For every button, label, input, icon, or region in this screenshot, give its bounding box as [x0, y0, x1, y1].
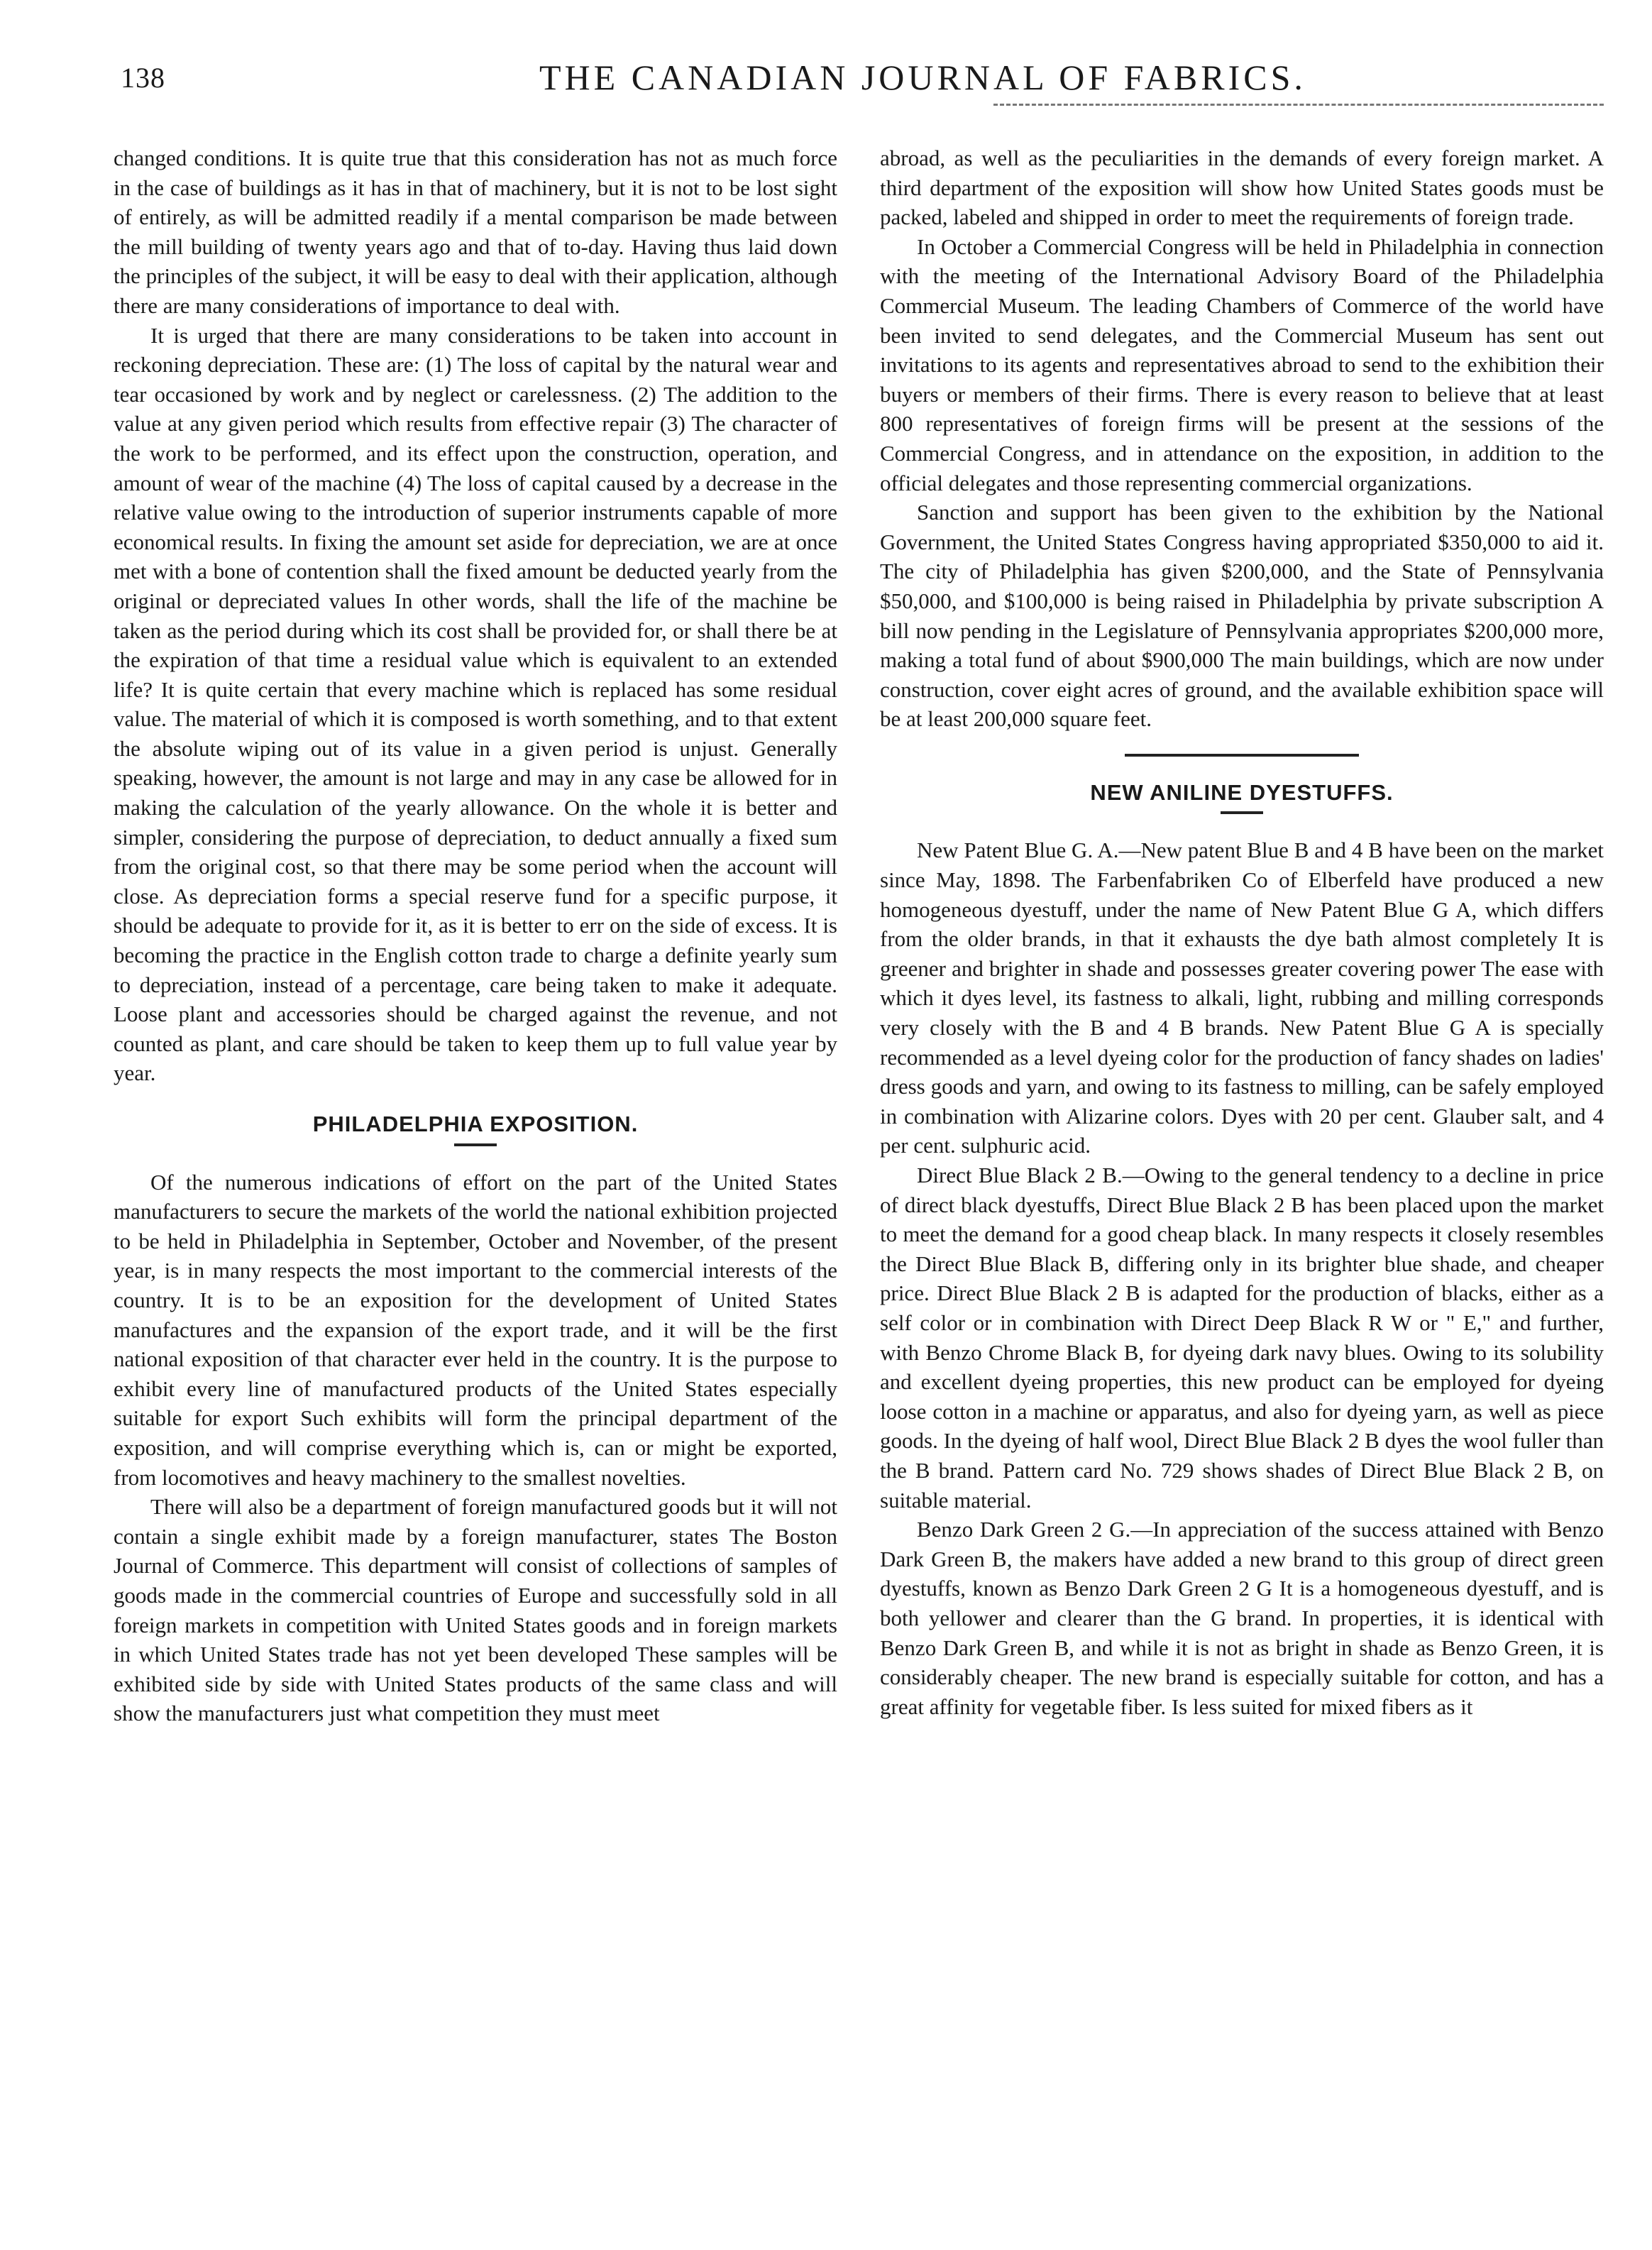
section-heading-philadelphia-exposition: PHILADELPHIA EXPOSITION.	[312, 1112, 639, 1136]
right-column	[880, 143, 1604, 1721]
section-heading-new-aniline-dyestuffs: NEW ANILINE DYESTUFFS.	[1090, 779, 1394, 805]
paragraph: Of the numerous indications of effort on the part of the United States manufacturers to secure the markets of the world the national exhibition projected to be held in Philadelphia in September, October and November, of the present year, is in many respects the most important to the commercial interests of the country. It is to be an exposition for the development of United States manufactures and the expansion of the export trade, and it will be the first national exposition of that character ever held in the country. It is the purpose to exhibit every line of manufactured products of the United States especially suitable for export Such exhibits will form the principal department of the exposition, and will comprise everything which is, can or might be exported, from locomotives and heavy machinery to the smallest novelties.	[114, 1169, 837, 1490]
heading-rule	[1221, 811, 1263, 814]
section-divider-rule	[1125, 754, 1359, 757]
page-header	[114, 48, 1604, 112]
paragraph: New Patent Blue G. A.—New patent Blue B and 4 B have been on the market since May, 1898. The Farbenfabriken Co of Elberfeld have produced a new homogeneous dyestuff, under the name of New Patent Blue G A, which differs from the older brands, in that it exhausts the dye bath almost completely It is greener and brighter in shade and possesses greater covering power The ease with which it dyes level, its fastness to alkali, light, rubbing and milling corresponds very closely with the B and 4 B brands. New Patent Blue G A is specially recommended as a level dyeing color for the production of fancy shades on ladies' dress goods and yarn, and owing to its fastness to milling, can be safely employed in combination with Alizarine colors. Dyes with 20 per cent. Glauber salt, and 4 per cent. sulphuric acid.	[880, 838, 1604, 1158]
header-rule	[993, 104, 1604, 106]
left-column	[114, 143, 837, 1728]
paragraph: abroad, as well as the peculiarities in the demands of every foreign market. A third department of the exposition will show how United States goods must be packed, labeled and shipped in order to meet the requirements of foreign trade.	[880, 146, 1604, 230]
paragraph: Benzo Dark Green 2 G.—In appreciation of the success attained with Benzo Dark Green B, the makers have added a new brand to this group of direct green dyestuffs, known as Benzo Dark Green 2 G It is a homogeneous dyestuff, and is both yellower and clearer than the G brand. In properties, it is identical with Benzo Dark Green B, and while it is not as bright in shade as Benzo Green, it is considerably cheaper. The new brand is especially suitable for cotton, and has a great affinity for vegetable fiber. Is less suited for mixed fibers as it	[880, 1517, 1604, 1719]
page-number: 138	[121, 62, 165, 94]
paragraph: In October a Commercial Congress will be held in Philadelphia in connection with the meeting of the International Advisory Board of the Philadelphia Commercial Museum. The leading Chambers of Commerce of the world have been invited to send delegates, and the Commercial Museum has sent out invitations to its agents and representatives abroad to send to the exhibition their buyers or members of their firms. There is every reason to believe that at least 800 representatives of foreign firms will be present at the sessions of the Commercial Congress, and in attendance on the exposition, in addition to the official delegates and those representing commercial organizations.	[880, 234, 1604, 495]
paragraph: Sanction and support has been given to the exhibition by the National Government, the United States Congress having appropriated $350,000 to aid it. The city of Philadelphia has given $200,000, and the State of Pennsylvania $50,000, and $100,000 is being raised in Philadelphia by private subscription A bill now pending in the Legislature of Pennsylvania appropriates $200,000 more, making a total fund of about $900,000 The main buildings, which are now under construction, cover eight acres of ground, and the available exhibition space will be at least 200,000 square feet.	[880, 500, 1604, 732]
paragraph: It is urged that there are many considerations to be taken into account in reckoning depreciation. These are: (1) The loss of capital by the natural wear and tear occasioned by work and by neglect or carelessness. (2) The addition to the value at any given period which results from effective repair (3) The character of the work to be performed, and its effect upon the construction, operation, and amount of wear of the machine (4) The loss of capital caused by a decrease in the relative value owing to the introduction of superior instruments capable of more economical results. In fixing the amount set aside for depreciation, we are at once met with a bone of contention shall the fixed amount be deducted yearly from the original or depreciated values In other words, shall the life of the machine be taken as the period during which its cost shall be provided for, or shall there be at the expiration of that time a residual value which is equivalent to an extended life? It is quite certain that every machine which is replaced has some residual value. The material of which it is composed is worth something, and to that extent the absolute wiping out of its value in a given period is unjust. Generally speaking, however, the amount is not large and may in any case be allowed for in making the calculation of the yearly allowance. On the whole it is better and simpler, considering the purpose of depreciation, to deduct annually a fixed sum from the original cost, so that there may be some period when the account will close. As depreciation forms a special reserve fund for a specific purpose, it should be adequate to provide for it, as it is better to err on the side of excess. It is becoming the practice in the English cotton trade to charge a definite yearly sum to depreciation, instead of a percentage, care being taken to make it adequate. Loose plant and accessories should be charged against the revenue, and not counted as plant, and care should be taken to keep them up to full value year by year.	[114, 322, 837, 1086]
paragraph: changed conditions. It is quite true that this consideration has not as much force in the case of buildings as it has in that of machinery, but it is not to be lost sight of entirely, as will be admitted readily if a mental comparison be made between the mill building of twenty years ago and that of to-day. Having thus laid down the principles of the subject, it will be easy to deal with their application, although there are many considerations of importance to deal with.	[114, 146, 837, 318]
paragraph: There will also be a department of foreign manufactured goods but it will not contain a single exhibit made by a foreign manufacturer, states The Boston Journal of Commerce. This department will consist of collections of samples of goods made in the commercial countries of Europe and successfully sold in all foreign markets in competition with United States goods and in foreign markets in which United States trade has not yet been developed These samples will be exhibited side by side with United States products of the same class and will show the manufacturers just what competition they must meet	[114, 1494, 837, 1726]
journal-title: THE CANADIAN JOURNAL OF FABRICS.	[539, 57, 1306, 97]
heading-rule	[454, 1143, 497, 1146]
paragraph: Direct Blue Black 2 B.—Owing to the general tendency to a decline in price of direct black dyestuffs, Direct Blue Black 2 B has been placed upon the market to meet the demand for a good cheap black. In many respects it closely resembles the Direct Blue Black B, differing only in its brighter blue shade, and cheaper price. Direct Blue Black 2 B is adapted for the production of blacks, either as a self color or in combination with Direct Deep Black R W or " E," and further, with Benzo Chrome Black B, for dyeing dark navy blues. Owing to its solubility and excellent dyeing properties, this new product can be employed for dyeing loose cotton in a machine or apparatus, and also for dyeing yarn, as well as piece goods. In the dyeing of half wool, Direct Blue Black 2 B dyes the wool fuller than the B brand. Pattern card No. 729 shows shades of Direct Blue Black 2 B, on suitable material.	[880, 1163, 1604, 1513]
